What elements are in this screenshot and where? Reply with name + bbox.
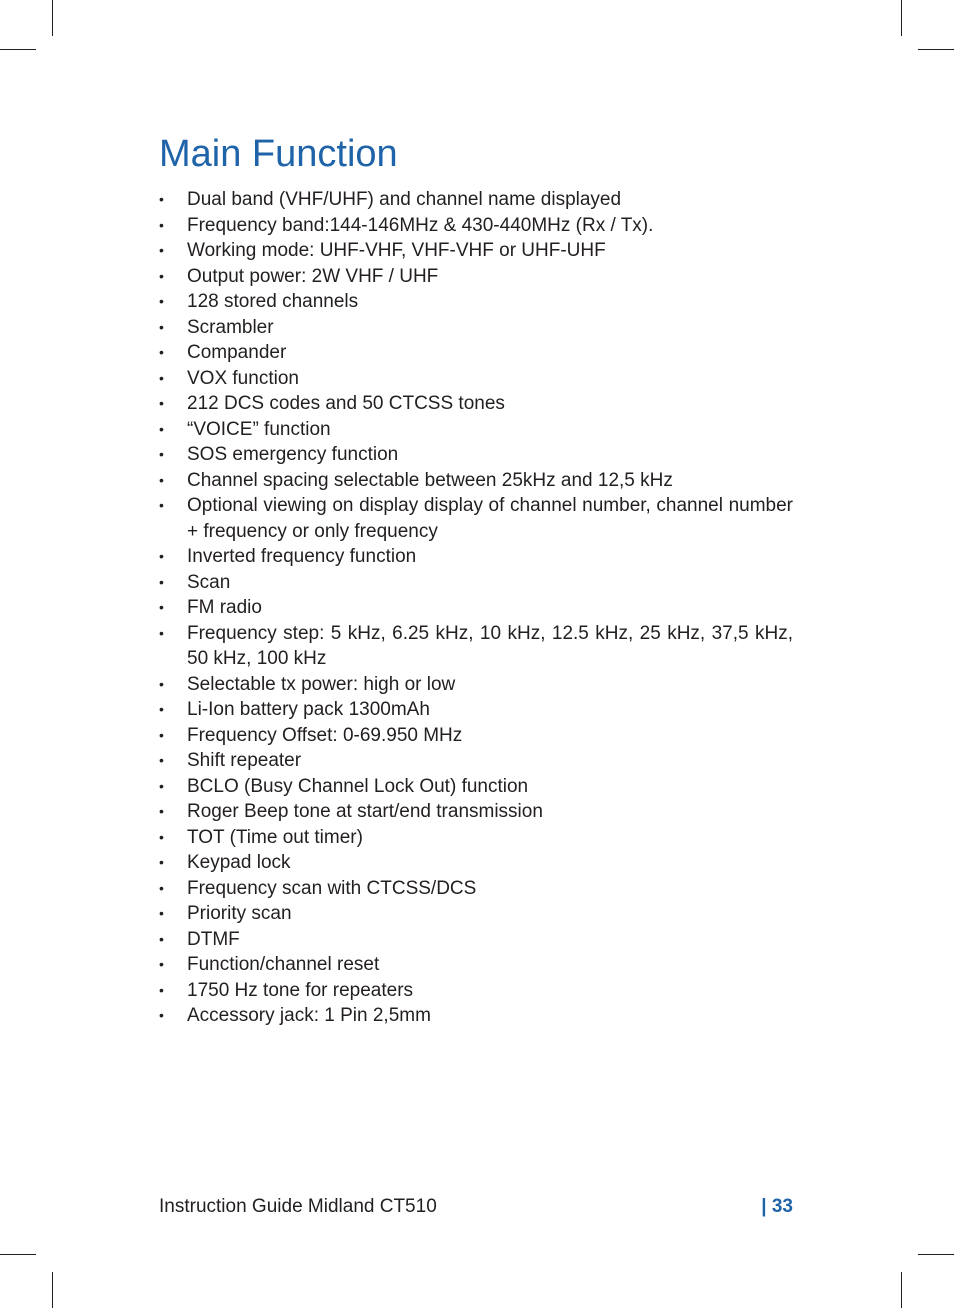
list-item-text: 212 DCS codes and 50 CTCSS tones xyxy=(187,393,505,414)
bullet-icon: • xyxy=(159,420,164,437)
list-item-text: Frequency band:144-146MHz & 430-440MHz (Rx / Tx). xyxy=(187,214,654,236)
page-title: Main Function xyxy=(159,133,398,175)
list-item-text: “VOICE” function xyxy=(187,418,331,440)
list-item-text: Keypad lock xyxy=(187,852,291,873)
footer-page-number: | 33 xyxy=(761,1196,793,1217)
bullet-icon: • xyxy=(159,344,164,360)
bullet-icon: • xyxy=(159,446,164,462)
list-item xyxy=(159,238,793,264)
list-item-text: 1750 Hz tone for repeaters xyxy=(187,979,414,1001)
list-item-text: TOT (Time out timer) xyxy=(187,826,363,848)
bullet-icon: • xyxy=(159,191,164,207)
bullet-icon: • xyxy=(159,956,164,972)
bullet-icon: • xyxy=(159,216,164,233)
list-item xyxy=(159,366,793,392)
list-item-text: Li-Ion battery pack 1300mAh xyxy=(187,699,430,720)
list-item xyxy=(159,901,793,927)
bullet-icon: • xyxy=(159,318,164,335)
list-item xyxy=(159,876,793,902)
list-item xyxy=(159,825,793,851)
bullet-icon: • xyxy=(159,599,164,615)
bullet-icon: • xyxy=(159,777,164,794)
list-item xyxy=(159,442,793,468)
list-item xyxy=(159,672,793,698)
bullet-icon: • xyxy=(159,573,164,590)
list-item xyxy=(159,289,793,315)
list-item xyxy=(159,340,793,366)
bullet-icon: • xyxy=(159,242,164,258)
bullet-icon: • xyxy=(159,395,164,411)
bullet-icon: • xyxy=(159,854,164,870)
list-item xyxy=(159,978,793,1004)
list-item xyxy=(159,595,793,621)
list-item-text: SOS emergency function xyxy=(187,444,399,465)
list-item xyxy=(159,697,793,723)
list-item-text: Optional viewing on display display of channel number, channel number + frequency or only frequency xyxy=(187,495,793,542)
crop-mark-bottom-left-horizontal xyxy=(0,1254,36,1255)
list-item-text: Output power: 2W VHF / UHF xyxy=(187,265,439,287)
bullet-icon: • xyxy=(159,752,164,768)
list-item xyxy=(159,264,793,290)
bullet-icon: • xyxy=(159,701,164,717)
bullet-icon: • xyxy=(159,930,164,947)
bullet-icon: • xyxy=(159,548,164,564)
list-item xyxy=(159,621,793,672)
list-item-text: Selectable tx power: high or low xyxy=(187,673,456,695)
list-item-text: Shift repeater xyxy=(187,750,302,771)
list-item-text: Frequency step: 5 kHz, 6.25 kHz, 10 kHz, 12.5 kHz, 25 kHz, 37,5 kHz, 50 kHz, 100 kHz xyxy=(187,622,793,669)
list-item xyxy=(159,850,793,876)
bullet-icon: • xyxy=(159,803,164,819)
bullet-icon: • xyxy=(159,981,164,998)
feature-list xyxy=(159,187,793,1029)
list-item-text: Compander xyxy=(187,342,287,363)
list-item xyxy=(159,570,793,596)
bullet-icon: • xyxy=(159,828,164,845)
list-item-text: DTMF xyxy=(187,928,240,950)
list-item xyxy=(159,213,793,239)
crop-mark-top-right-horizontal xyxy=(918,49,954,50)
crop-mark-top-left-horizontal xyxy=(0,49,36,50)
bullet-icon: • xyxy=(159,675,164,692)
list-item xyxy=(159,417,793,443)
bullet-icon: • xyxy=(159,267,164,284)
list-item-text: Channel spacing selectable between 25kHz and 12,5 kHz xyxy=(187,469,673,491)
bullet-icon: • xyxy=(159,369,164,386)
bullet-icon: • xyxy=(159,905,164,921)
list-item xyxy=(159,952,793,978)
list-item-text: VOX function xyxy=(187,367,299,389)
list-item xyxy=(159,315,793,341)
bullet-icon: • xyxy=(159,497,164,513)
bullet-icon: • xyxy=(159,624,164,641)
bullet-icon: • xyxy=(159,726,164,743)
list-item-text: Inverted frequency function xyxy=(187,546,417,567)
list-item xyxy=(159,723,793,749)
list-item-text: Roger Beep tone at start/end transmission xyxy=(187,801,543,822)
list-item-text: 128 stored channels xyxy=(187,291,359,312)
bullet-icon: • xyxy=(159,879,164,896)
crop-mark-top-right-vertical xyxy=(901,0,902,36)
list-item xyxy=(159,1003,793,1029)
list-item xyxy=(159,391,793,417)
list-item xyxy=(159,468,793,494)
list-item-text: BCLO (Busy Channel Lock Out) function xyxy=(187,775,529,797)
list-item-text: Scan xyxy=(187,571,231,593)
crop-mark-bottom-right-horizontal xyxy=(918,1254,954,1255)
bullet-icon: • xyxy=(159,293,164,309)
list-item xyxy=(159,187,793,213)
list-item xyxy=(159,927,793,953)
list-item-text: Working mode: UHF-VHF, VHF-VHF or UHF-UHF xyxy=(187,240,606,261)
bullet-icon: • xyxy=(159,1007,164,1023)
footer-guide-title: Instruction Guide Midland CT510 xyxy=(159,1196,437,1217)
bullet-icon: • xyxy=(159,471,164,488)
list-item xyxy=(159,774,793,800)
list-item-text: Frequency scan with CTCSS/DCS xyxy=(187,877,477,899)
crop-mark-bottom-left-vertical xyxy=(52,1272,53,1308)
list-item xyxy=(159,493,793,544)
list-item xyxy=(159,748,793,774)
list-item-text: FM radio xyxy=(187,597,262,618)
list-item-text: Priority scan xyxy=(187,903,292,924)
list-item-text: Function/channel reset xyxy=(187,954,380,975)
crop-mark-top-left-vertical xyxy=(52,0,53,36)
list-item-text: Scrambler xyxy=(187,316,274,338)
list-item-text: Frequency Offset: 0-69.950 MHz xyxy=(187,724,463,746)
crop-mark-bottom-right-vertical xyxy=(901,1272,902,1308)
list-item xyxy=(159,799,793,825)
list-item xyxy=(159,544,793,570)
list-item-text: Accessory jack: 1 Pin 2,5mm xyxy=(187,1005,431,1026)
list-item-text: Dual band (VHF/UHF) and channel name displayed xyxy=(187,189,622,210)
